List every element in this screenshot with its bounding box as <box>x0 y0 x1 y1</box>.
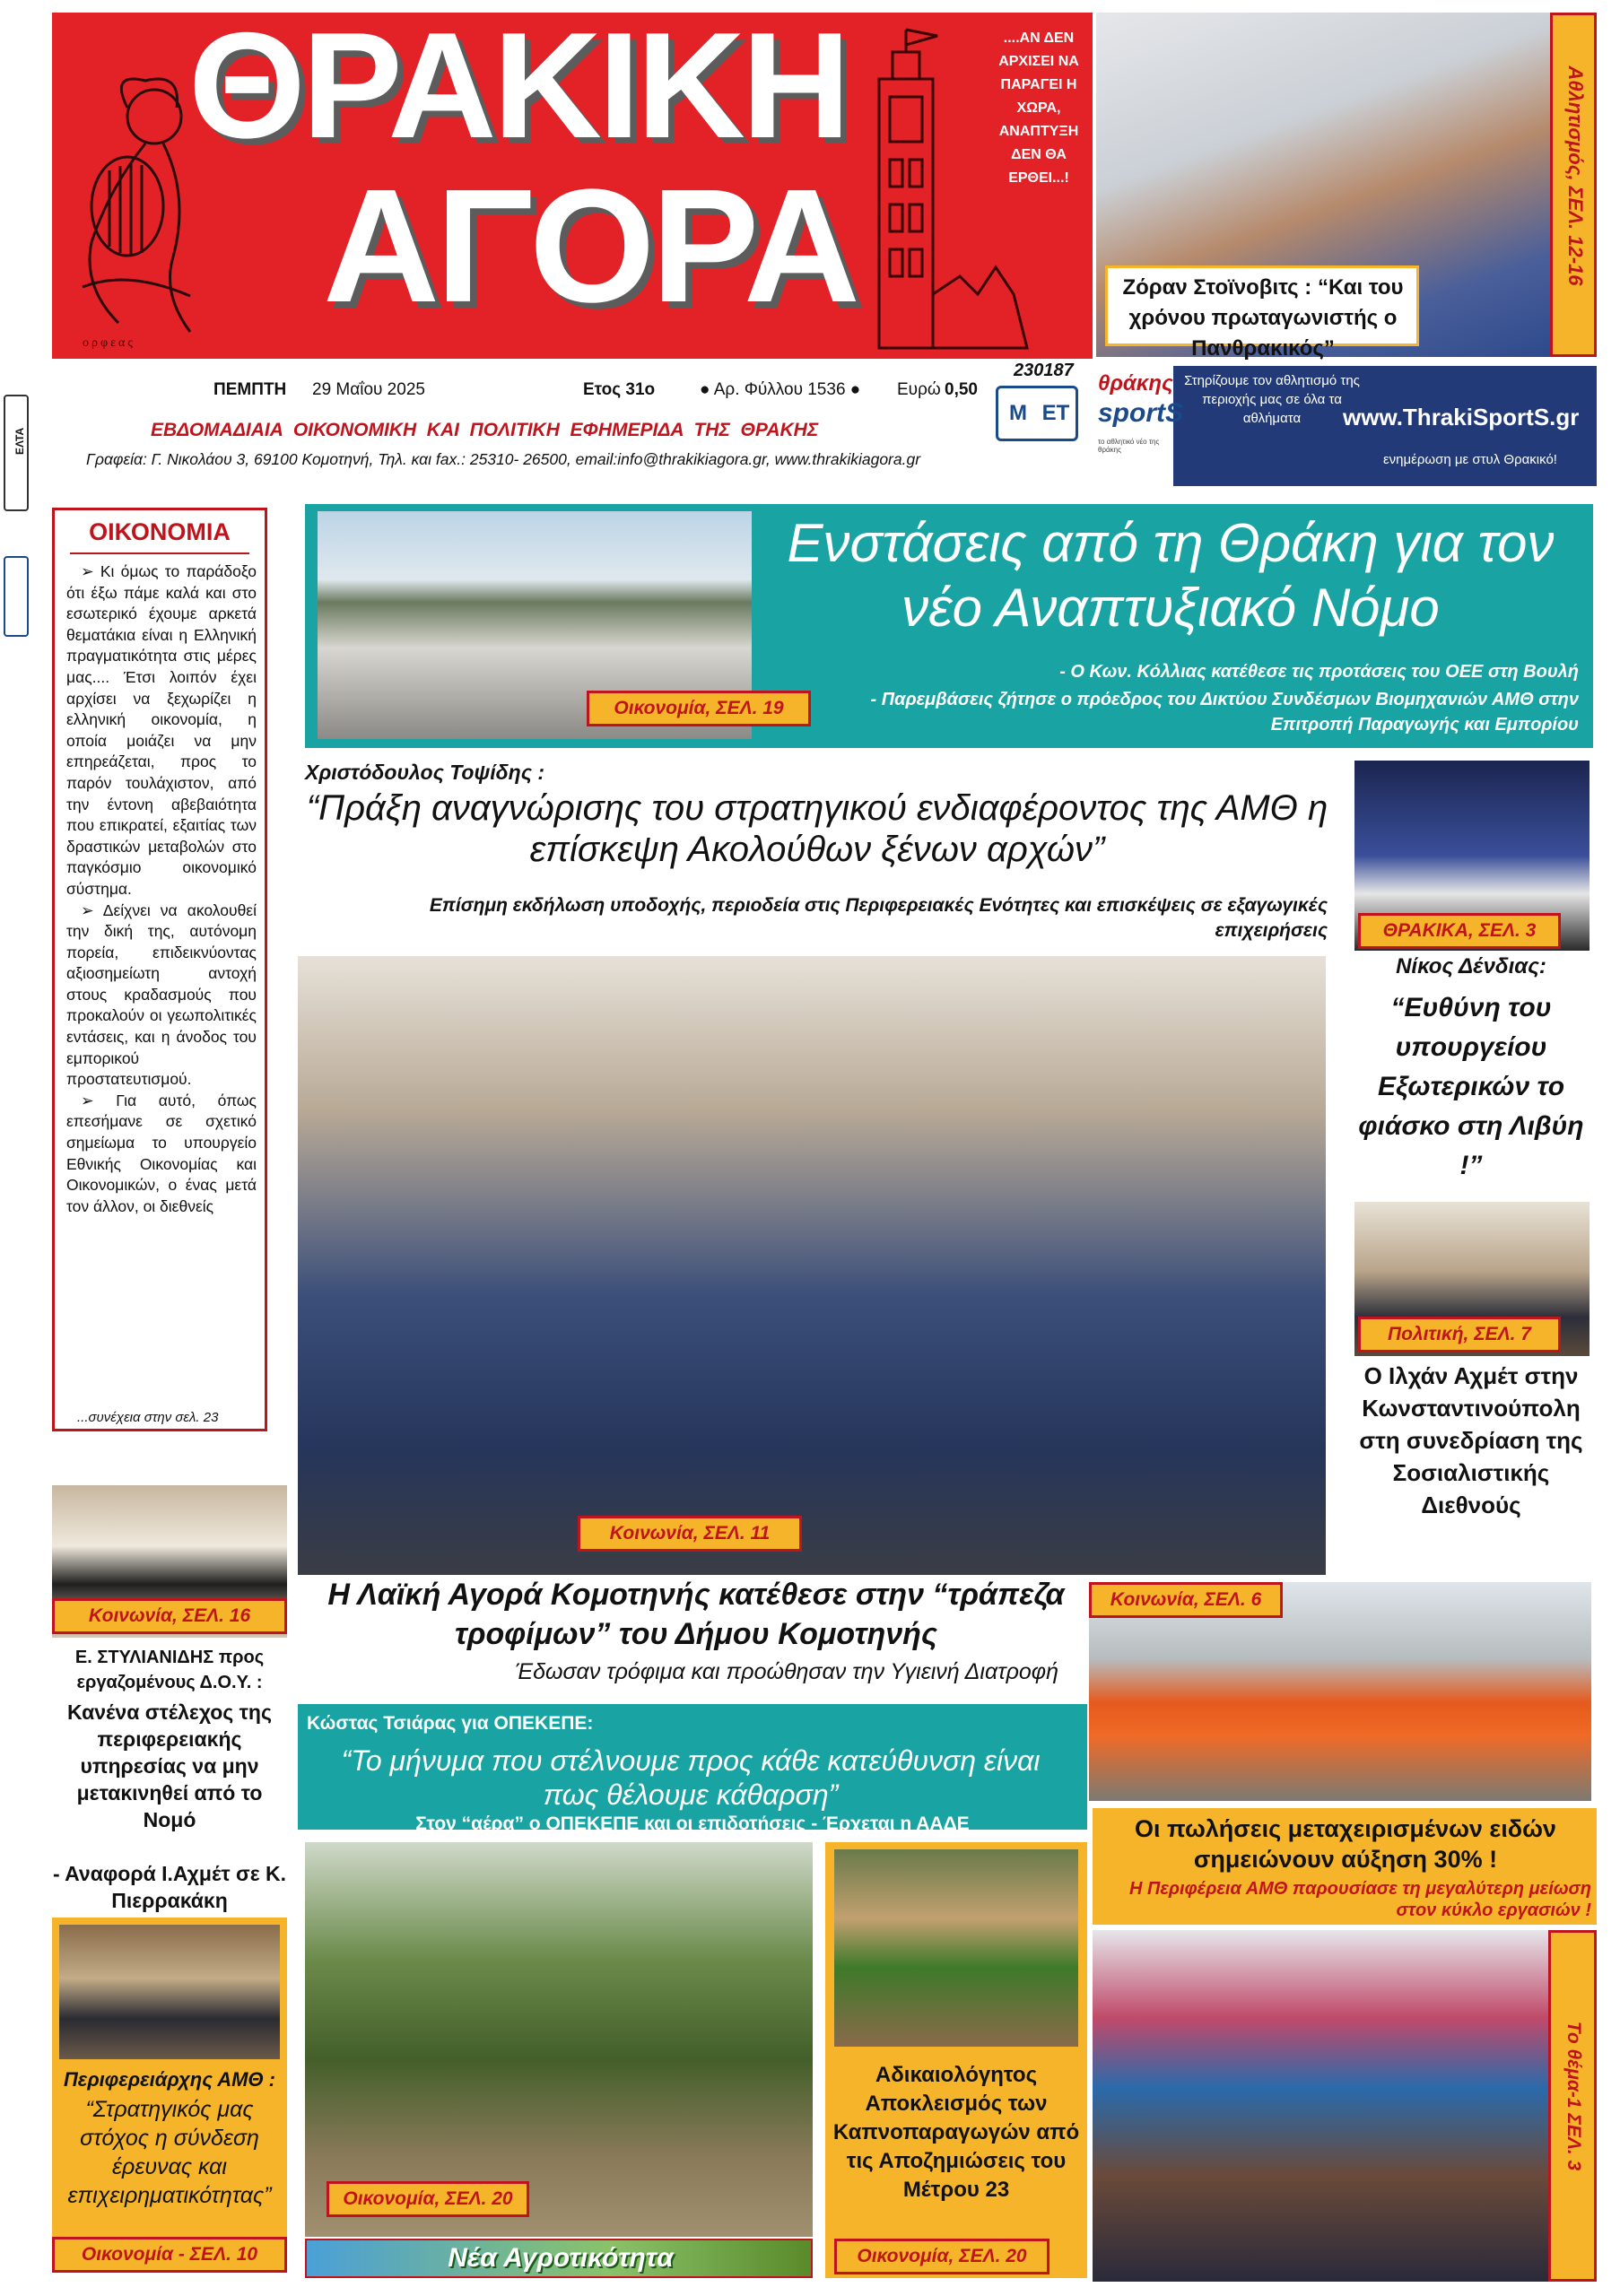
stylianidis-kicker: Ε. ΣΤΥΛΙΑΝΙΔΗΣ προς εργαζομένους Δ.Ο.Υ. : <box>74 1648 265 1692</box>
stoinovic-photo <box>1096 13 1550 361</box>
lead-sub-2: - Παρεμβάσεις ζήτησε ο πρόεδρος του Δικτύου Συνδέσμων Βιομηχανιών ΑΜΘ στην Επιτροπή Παραγωγής και Εμπορίου <box>870 690 1579 735</box>
oikonomia-paragraph-1: ➢ Κι όμως το παράδοξο ότι έξω πάμε καλά και στο εσωτερικό έχουμε αρκετά θεματάκια είναι η Ελληνική πραγματικότητα στις μέρες μας.... Έτσι λοιπόν έχει αρχίσει να ξεχωρίζει η ελληνική οικονομία, η οποία μοιάζει να μην επηρεάζεται, προς το παρόν τουλάχιστον, από την έντονη αβεβαιότητα που επικρατεί, εξαιτίας των δραστικών μεταβολών στο παγκόσμιο οικονομικό σύστημα. <box>66 562 257 898</box>
ad-footer: ενημέρωση με στυλ Θρακικό! <box>1383 452 1557 467</box>
poliseis-side-tag <box>1548 1930 1597 2282</box>
laiki-sub: Έδωσαν τρόφιμα και προώθησαν την Υγιεινή Διατροφή <box>515 1659 1058 1684</box>
topsidis-sub: Επίσημη εκδήλωση υποδοχής, περιοδεία στις Περιφερειακές Ενότητες και επισκέψεις σε εξαγωγικές επιχειρήσεις <box>429 895 1328 941</box>
topsidis-kicker: Χριστόδουλος Τοψίδης : <box>305 761 544 784</box>
opekepe-sub: Στον “αέρα” ο ΟΠΕΚΕΠΕ και οι επιδοτήσεις - Έρχεται η ΑΑΔΕ <box>415 1813 970 1834</box>
laiki-title: Η Λαϊκή Αγορά Κομοτηνής κατέθεσε στην “τράπεζα τροφίμων” του Δήμου Κομοτηνής <box>327 1578 1065 1651</box>
sports-side-tag-text: Αθλητισμός, ΣΕΛ. 12-16 <box>1564 65 1587 286</box>
poliseis-sub: Η Περιφέρεια ΑΜΘ παρουσίασε τη μεγαλύτερη μείωση στον κύκλο εργασιών ! <box>1129 1879 1591 1920</box>
lead-sub-1: - Ο Κων. Κόλλιας κατέθεσε τις προτάσεις του ΟΕΕ στη Βουλή <box>1059 662 1579 682</box>
ad-url[interactable]: www.ThrakiSportS.gr <box>1343 404 1580 430</box>
dendias-photo <box>1354 761 1590 951</box>
achmet-text: Ο Ιλχάν Αχμέτ στην Κωνσταντινούπολη στη συνεδρίαση της Σοσιαλιστικής Διεθνούς <box>1359 1362 1583 1518</box>
periferia-tag[interactable]: Οικονομία - ΣΕΛ. 10 <box>52 2237 287 2273</box>
laiki-tag[interactable]: Κοινωνία, ΣΕΛ. 6 <box>1089 1582 1283 1618</box>
laiki-photo <box>1089 1582 1591 1801</box>
address: Γραφεία: Γ. Νικολάου 3, 69100 Κομοτηνή, Τηλ. και fax.: 25310- 26500, email:info@thrakikiagora.gr, www.thrakikiagora.gr <box>86 450 921 468</box>
stylianidis-photo <box>52 1485 287 1638</box>
oikonomia-paragraph-2: ➢ Δείχνει να ακολουθεί την δική της, αυτόνομη πορεία, επιδεικνύοντας αξιοσημείωτη αντοχή στους κραδασμούς που προκαλούν οι γεωπολιτικές εντάσεις, και η άνοδος του εμπορικού προστατευτισμού. <box>66 900 257 1089</box>
orpheus-label: ορφεας <box>83 336 135 350</box>
topsidis-main-photo <box>298 956 1326 1575</box>
title-line-2: ΑΓΟΡΑ <box>323 156 857 336</box>
stylianidis-tag[interactable]: Κοινωνία, ΣΕΛ. 16 <box>52 1598 287 1634</box>
market-photo <box>1093 1930 1548 2282</box>
kapno-photo <box>834 1849 1078 2047</box>
oikonomia-paragraph-3: ➢ Για αυτό, όπως επεσήμανε σε σχετικό σημείωμα το υπουργείο Εθνικής Οικονομίας και Οικονομικών, ο ένας μετά τον άλλον, οι διεθνείς <box>66 1091 257 1215</box>
dendias-name: Νίκος Δένδιας: <box>1396 954 1546 978</box>
poliseis-title: Οι πωλήσεις μεταχειρισμένων ειδών σημειώνουν αύξηση 30% ! <box>1135 1815 1556 1873</box>
elta-label: ΕΛΤΑ <box>13 427 26 455</box>
stylianidis-headline: Κανένα στέλεχος της περιφερειακής υπηρεσίας να μην μετακινηθεί από το Νομό <box>67 1700 272 1831</box>
achmet-photo <box>1354 1202 1590 1356</box>
stylianidis-sub: - Αναφορά Ι.Αχμέτ σε Κ. Πιερρακάκη <box>52 1862 287 1912</box>
met-et: ΕΤ <box>1041 401 1070 425</box>
olive-trees-photo <box>305 1842 813 2237</box>
met-m: Μ <box>1009 401 1027 425</box>
price: 0,50 <box>945 380 978 399</box>
oikonomia-heading: ΟΙΚΟΝΟΜΙΑ <box>89 518 231 545</box>
orpheus-figure-icon <box>56 54 208 350</box>
topsidis-tag[interactable]: Κοινωνία, ΣΕΛ. 11 <box>578 1516 802 1552</box>
ad-logo-1: θράκης <box>1098 371 1173 396</box>
lead-tag[interactable]: Οικονομία, ΣΕΛ. 19 <box>587 691 811 726</box>
nea-agrotikotita-banner <box>305 2239 813 2278</box>
thrakisports-ad[interactable] <box>1096 366 1597 486</box>
opekepe-tag[interactable]: Οικονομία, ΣΕΛ. 20 <box>327 2181 529 2217</box>
sports-side-tag <box>1550 13 1597 357</box>
nea-agrotikotita-label: Νέα Αγροτικότητα <box>448 2243 674 2273</box>
ad-logo-2: sportS <box>1098 398 1184 428</box>
elta-stamp <box>4 395 29 511</box>
opekepe-quote: “Το μήνυμα που στέλνουμε προς κάθε κατεύθυνση είναι πως θέλουμε κάθαρση” <box>341 1744 1041 1811</box>
periferia-photo <box>59 1925 280 2059</box>
kapno-tag[interactable]: Οικονομία, ΣΕΛ. 20 <box>834 2239 1050 2274</box>
periferia-kicker: Περιφερειάρχης ΑΜΘ : <box>64 2068 275 2091</box>
periferia-quote: “Στρατηγικός μας στόχος η σύνδεση έρευνας και επιχειρηματικότητας” <box>67 2097 272 2208</box>
oikonomia-text-block <box>66 561 257 1217</box>
met-logo <box>996 386 1078 441</box>
title-line-1: ΘΡΑΚΙΚΗ <box>188 1 848 170</box>
topsidis-quote: “Πράξη αναγνώρισης του στρατηγικού ενδιαφέροντος της ΑΜΘ η επίσκεψη Ακολούθων ξένων αρχών” <box>306 788 1328 869</box>
oikonomia-divider <box>70 552 249 554</box>
oikonomia-continue[interactable]: ...συνέχεια στην σελ. 23 <box>77 1410 219 1425</box>
opekepe-kicker: Κώστας Τσιάρας για ΟΠΕΚΕΠΕ: <box>307 1713 594 1734</box>
dendias-tag[interactable]: ΘΡΑΚΙΚΑ, ΣΕΛ. 3 <box>1358 913 1561 949</box>
dendias-quote: “Ευθύνη του υπουργείου Εξωτερικών το φιάσκο στη Λιβύη !” <box>1358 993 1584 1180</box>
price-label: Ευρώ <box>897 380 941 399</box>
ad-text: Στηρίζουμε τον αθλητισμό της περιοχής μας σε όλα τα αθλήματα <box>1184 373 1360 426</box>
issue-year: Ετος 31ο <box>583 380 656 399</box>
stoinovic-caption: Ζόραν Στοϊνοβιτς : “Και του χρόνου πρωταγωνιστής ο Πανθρακικός” <box>1122 275 1404 361</box>
issue-date: 29 Μαΐου 2025 <box>312 380 425 399</box>
subtitle: ΕΒΔΟΜΑΔΙΑΙΑ ΟΙΚΟΝΟΜΙΚΗ ΚΑΙ ΠΟΛΙΤΙΚΗ ΕΦΗΜΕΡΙΔΑ ΤΗΣ ΘΡΑΚΗΣ <box>151 420 819 440</box>
factory-photo <box>318 511 784 739</box>
lead-title: Ενστάσεις από τη Θράκη για τον νέο Αναπτυξιακό Νόμο <box>787 513 1555 638</box>
ad-logo-sub: το αθλητικό νέο της θράκης <box>1098 438 1160 454</box>
slogan: ....ΑΝ ΔΕΝ ΑΡΧΙΣΕΙ ΝΑ ΠΑΡΑΓΕΙ Η ΧΩΡΑ, ΑΝΑΠΤΥΞΗ ΔΕΝ ΘΑ ΕΡΘΕΙ...! <box>998 30 1079 186</box>
met-stamp-small <box>4 556 29 637</box>
poliseis-side-tag-text: Το θέμα-1 ΣΕΛ. 3 <box>1563 2021 1584 2171</box>
issue-day: ΠΕΜΠΤΗ <box>213 380 287 399</box>
issue-number: ● Αρ. Φύλλου 1536 ● <box>700 380 861 399</box>
achmet-tag[interactable]: Πολιτική, ΣΕΛ. 7 <box>1358 1317 1561 1352</box>
issn-code: 230187 <box>1014 361 1074 380</box>
kapno-text: Αδικαιολόγητος Αποκλεισμός των Καπνοπαραγωγών από τις Αποζημιώσεις του Μέτρου 23 <box>832 2063 1080 2202</box>
